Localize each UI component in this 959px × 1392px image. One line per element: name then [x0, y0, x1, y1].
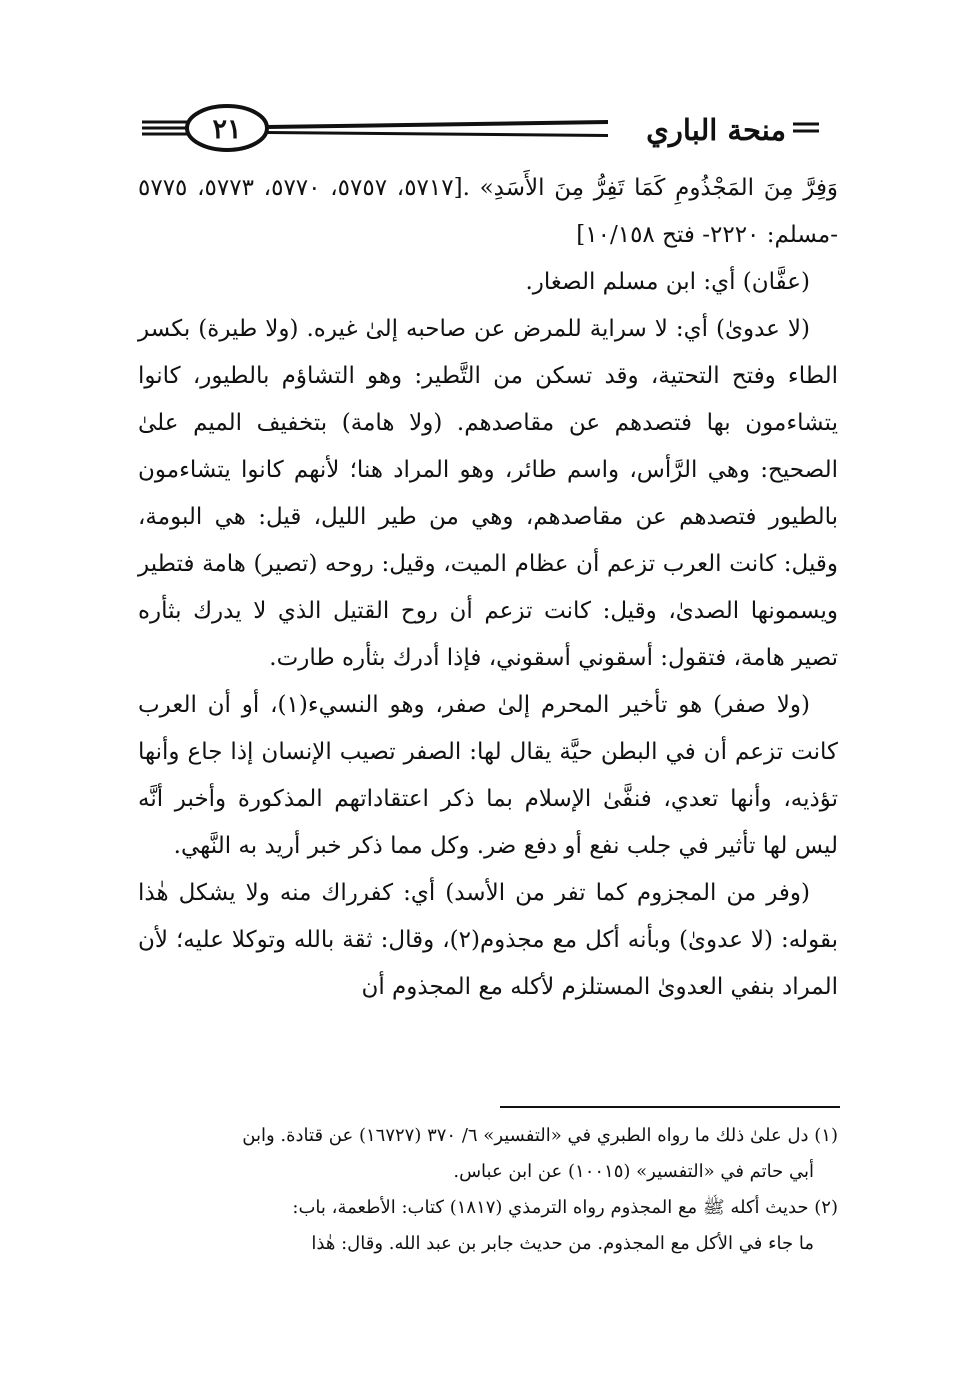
- footnote-2-line-1: (٢) حديث أكله ﷺ مع المجذوم رواه الترمذي (١٨١٧) كتاب: الأطعمة، باب:: [292, 1197, 838, 1218]
- hadith-ending: وَفِرَّ مِنَ المَجْذُومِ كَمَا تَفِرُّ مِنَ الأَسَدِ» .[٥٧١٧، ٥٧٥٧، ٥٧٧٠، ٥٧٧٣، ٥٧٧٥ -مسلم: ٢٢٢٠- فتح ١٠/١٥٨]: [138, 175, 839, 248]
- footnote-1-line-2: أبي حاتم في «التفسير» (١٠٠١٥) عن ابن عباس.: [453, 1161, 814, 1182]
- footnote-1-line-1: (١) دل علىٰ ذلك ما رواه الطبري في «التفسير» ٦/ ٣٧٠ (١٦٧٢٧) عن قتادة. وابن: [242, 1125, 838, 1146]
- paragraph-la-adwa: (لا عدوىٰ) أي: لا سراية للمرض عن صاحبه إلىٰ غيره. (ولا طيرة) بكسر الطاء وفتح التحتية، وقد تسكن من التَّطير: وهو التشاؤم بالطيور، كانوا يتشاءمون بها فتصدهم عن مقاصدهم. (ولا هامة) بتخفيف الميم علىٰ الصحيح: وهي الرَّأس، واسم طائر، وهو المراد هنا؛ لأنهم كانوا يتشاءمون بالطيور فتصدهم عن مقاصدهم، وهي من طير الليل، قيل: هي البومة، وقيل: كانت العرب تزعم أن عظام الميت، وقيل: روحه (تصير) هامة فتطير ويسمونها الصدىٰ، وقيل: كانت تزعم أن روح القتيل الذي لا يدرك بثأره تصير هامة، فتقول: أسقوني أسقوني، فإذا أدرك بثأره طارت.: [138, 316, 838, 671]
- footnote-separator: [500, 1106, 840, 1108]
- paragraph-wa-firra: (وفر من المجزوم كما تفر من الأسد) أي: كفرراك منه ولا يشكل هٰذا بقوله: (لا عدوىٰ) وبأنه أكل مع مجذوم(٢)، وقال: ثقة بالله وتوكلا عليه؛ لأن المراد بنفي العدوىٰ المستلزم لأكله مع المجذوم أن: [138, 880, 838, 1000]
- paragraph-la-safar: (ولا صفر) هو تأخير المحرم إلىٰ صفر، وهو النسيء(١)، أو أن العرب كانت تزعم أن في البطن حيَّة يقال لها: الصفر تصيب الإنسان إذا جاع وأنها تؤذيه، وأنها تعدي، فنفَّىٰ الإسلام بما ذكر اعتقاداتهم المذكورة وأخبر أنَّه ليس لها تأثير في جلب نفع أو دفع ضر. وكل مما ذكر خبر أريد به النَّهي.: [138, 692, 838, 859]
- footnote-2-line-2: ما جاء في الأكل مع المجذوم. من حديث جابر بن عبد الله. وقال: هٰذا: [311, 1233, 814, 1254]
- paragraph-affan: (عفَّان) أي: ابن مسلم الصغار.: [525, 269, 810, 295]
- page-number: ٢١: [212, 114, 242, 145]
- footnotes: [138, 1118, 838, 1262]
- main-text: [138, 165, 838, 1011]
- page-header: [138, 100, 821, 160]
- book-title: منحة الباري: [646, 113, 786, 147]
